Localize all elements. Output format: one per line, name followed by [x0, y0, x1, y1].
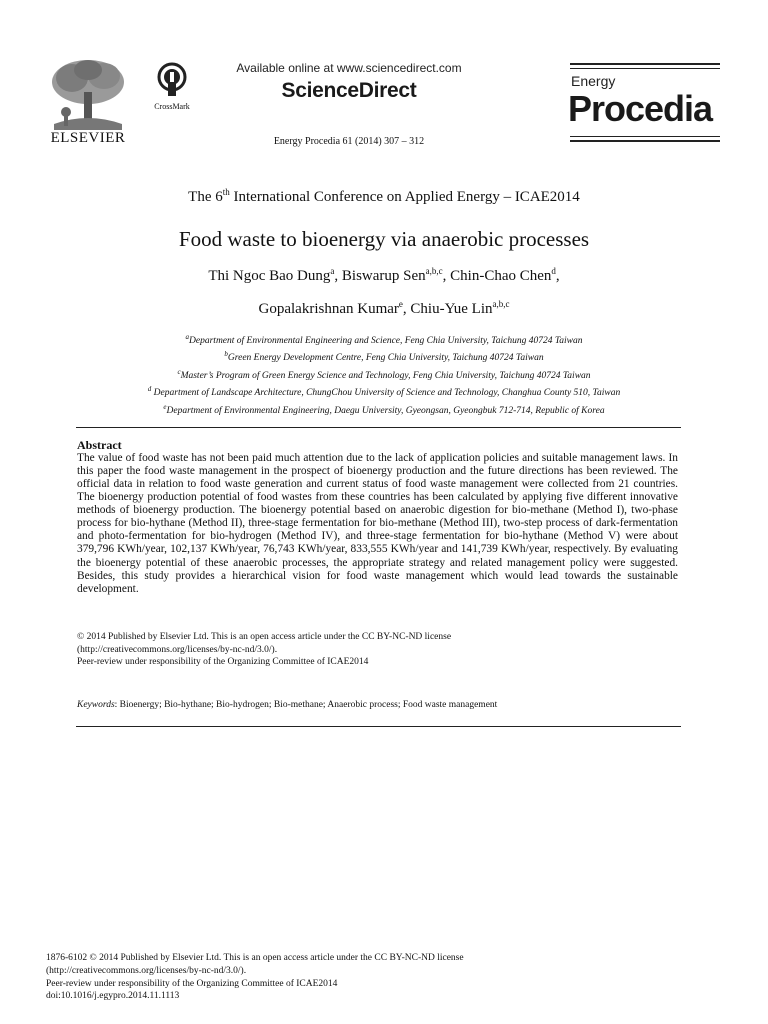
crossmark-badge[interactable] [150, 62, 194, 111]
license-line: © 2014 Published by Elsevier Ltd. This is an open access article under the CC BY-NC-ND license [77, 632, 452, 642]
conference-sup: th [222, 187, 230, 197]
affiliation [60, 381, 708, 398]
affiliation-mark: a [185, 333, 190, 341]
keywords [77, 700, 678, 710]
author-name: Gopalakrishnan Kumar [258, 301, 399, 317]
author-name: Thi Ngoc Bao Dung [208, 268, 331, 284]
journal-rule [570, 136, 720, 137]
author-name: Biswarup Sen [341, 268, 426, 284]
page-footer [46, 952, 726, 1003]
affiliation-text: Department of Landscape Architecture, ChungChou University of Science and Technology, Changhua County 510, Taiwan [151, 388, 621, 399]
conference-pre: The 6 [188, 189, 223, 205]
availability-line: Available online at www.sciencedirect.com [236, 61, 462, 75]
affiliation-text: Department of Environmental Engineering, Daegu University, Gyeongsan, Gyeongbuk 712-714, Republic of Korea [166, 405, 605, 416]
affiliation [60, 364, 708, 381]
keywords-text: : Bioenergy; Bio-hythane; Bio-hydrogen; Bio-methane; Anaerobic process; Food waste management [114, 700, 498, 710]
footer-issn-line: 1876-6102 © 2014 Published by Elsevier Ltd. This is an open access article under the CC BY-NC-ND license [46, 953, 464, 963]
affiliation-mark: e [163, 402, 167, 411]
affiliation-mark: b [224, 350, 228, 359]
author-line-1: Thi Ngoc Bao Dung$^a$, Biswarup Sen$^{a,b,c}$, Chin-Chao Chen$^d$, [208, 266, 560, 284]
conference-post: International Conference on Applied Energy – ICAE2014 [229, 189, 580, 205]
sciencedirect-brand[interactable]: ScienceDirect [281, 79, 417, 102]
crossmark-label: CrossMark [154, 102, 190, 111]
author-name: Chiu-Yue Lin [410, 301, 493, 317]
author-affil-mark: d [551, 266, 556, 276]
abstract-bottom-rule [76, 726, 681, 727]
author-affil-mark: a,b,c [492, 299, 510, 309]
conference-name [0, 187, 768, 206]
publisher-name: ELSEVIER [50, 130, 126, 146]
tree-logo-icon [46, 58, 130, 130]
affiliation-text: Department of Environmental Engineering and Science, Feng Chia University, Taichung 40724 Taiwan [189, 336, 583, 347]
author-name: Chin-Chao Chen [450, 268, 552, 284]
affiliation-mark: d [147, 385, 152, 394]
keywords-label: Keywords [77, 700, 115, 710]
license-notice [77, 631, 678, 669]
footer-license-link[interactable]: (http://creativecommons.org/licenses/by-nc-nd/3.0/). [46, 965, 247, 976]
author-line-2: Gopalakrishnan Kumar$^e$, Chiu-Yue Lin$^{a,b,c}$ [258, 299, 510, 317]
journal-rule [570, 68, 720, 69]
license-link[interactable]: (http://creativecommons.org/licenses/by-nc-nd/3.0/). [77, 644, 278, 655]
affiliation [60, 346, 708, 363]
affiliation-text: Green Energy Development Centre, Feng Chia University, Taichung 40724 Taiwan [227, 353, 544, 364]
journal-name-energy: Energy [571, 73, 616, 89]
journal-name-procedia: Procedia [568, 88, 713, 129]
journal-rule [570, 140, 720, 142]
author-affil-mark: a,b,c [425, 266, 443, 276]
abstract-heading: Abstract [77, 438, 122, 452]
affiliation-text: Master’s Program of Green Energy Science and Technology, Feng Chia University, Taichung 40724 Taiwan [180, 370, 591, 381]
peer-review-line: Peer-review under responsibility of the Organizing Committee of ICAE2014 [77, 657, 369, 668]
footer-doi[interactable]: doi:10.1016/j.egypro.2014.11.1113 [46, 991, 180, 1002]
footer-peer-review: Peer-review under responsibility of the Organizing Committee of ICAE2014 [46, 978, 338, 989]
author-affil-mark: e [398, 299, 403, 309]
crossmark-icon [157, 62, 187, 96]
journal-reference: Energy Procedia 61 (2014) 307 – 312 [273, 136, 425, 147]
affiliation-mark: c [177, 367, 181, 376]
author-affil-mark: a [330, 266, 335, 276]
affiliations [60, 329, 708, 416]
abstract-body: The value of food waste has not been paid much attention due to the lack of application policies and suitable management laws. In this paper the food waste management in the prospect of bioenergy production and the future directions has been reviewed. The official data in relation to food waste generation and current status of food waste management were collected from 21 countries. The bioenergy production potential of food wastes from these countries has been calculated by applying five different innovative methods of bioenergy production. The bioenergy potential based on anaerobic digestion for bio-methane (Method I), two-phase process for bio-hythane (Method II), three-stage fermentation for bio-methane (Method III), two-step process of dark-fermentation and photo-fermentation for bio-hydrogen (Method IV), and three-stage fermentation for bio-hythane (Method V) were about 379,796 KWh/year, 102,137 KWh/year, 76,743 KWh/year, 833,555 KWh/year and 141,739 KWh/year, respectively. By evaluating the bioenergy potential of these anaerobic processes, the appropriate strategy and related management policy were suggested. Besides, this study provides a hierarchical vision for food waste management which would lead towards the sustainable development. [77, 452, 678, 595]
abstract-top-rule [76, 427, 681, 428]
paper-title: Food waste to bioenergy via anaerobic processes [178, 227, 590, 251]
affiliation [60, 329, 708, 346]
journal-rule [570, 63, 720, 65]
affiliation [60, 399, 708, 416]
